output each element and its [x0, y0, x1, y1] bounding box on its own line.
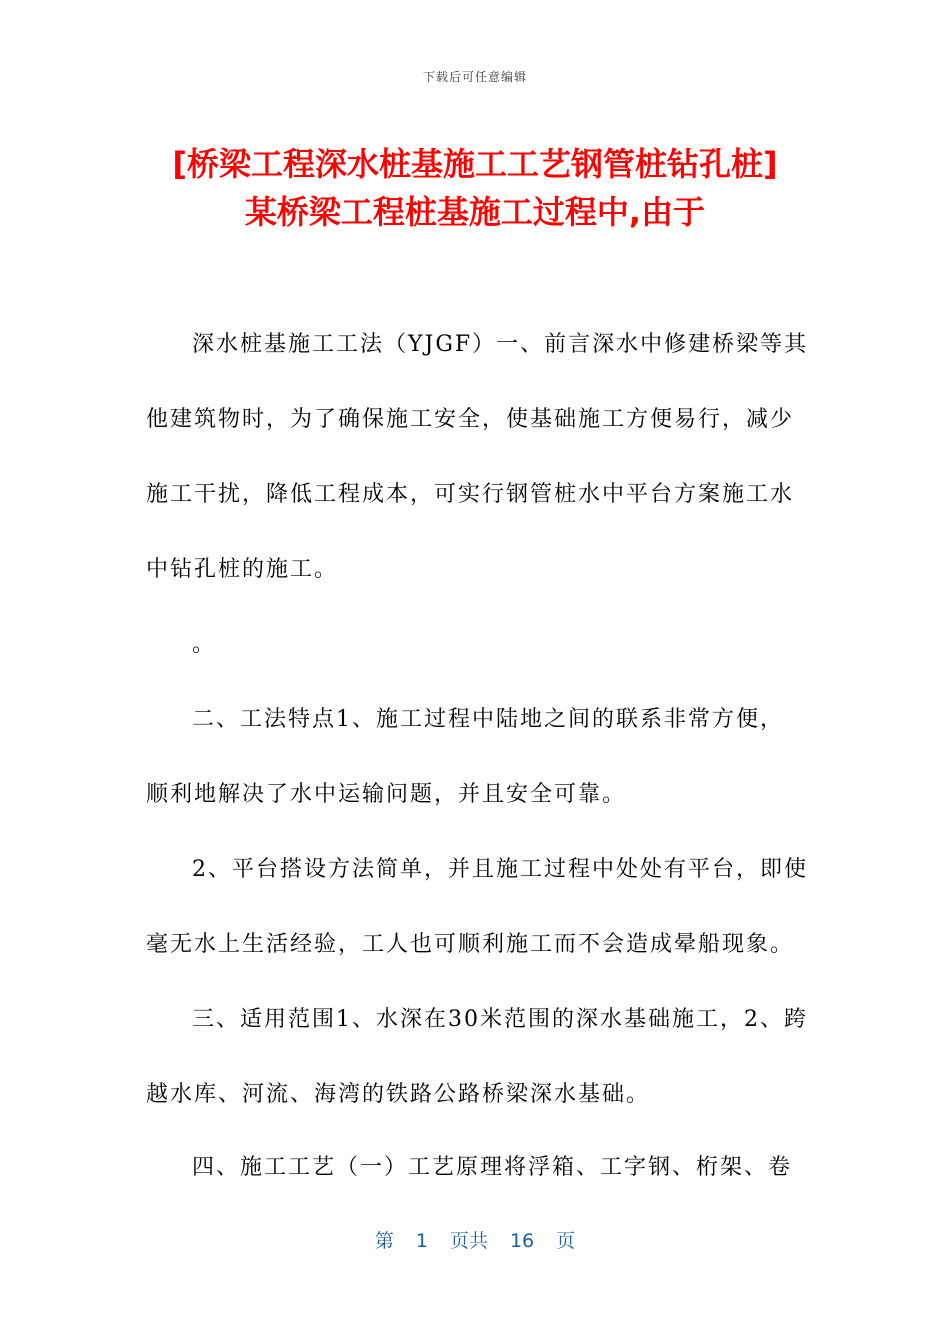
paragraph-preface	[146, 307, 812, 607]
paragraph-process	[146, 1130, 812, 1205]
footer-page-number: 1	[415, 1230, 428, 1252]
text-line: 中钻孔桩的施工。	[146, 557, 339, 582]
footer-total-pages: 16	[509, 1230, 535, 1252]
footer-middle: 页共	[449, 1230, 488, 1252]
text-line: 深水桩基施工工法（YJGF）一、前言深水中修建桥梁等其	[192, 332, 809, 357]
text-line: 他建筑物时，为了确保施工安全，使基础施工方便易行，减少	[146, 407, 795, 432]
text-line: 二、工法特点1、施工过程中陆地之间的联系非常方便，	[192, 707, 784, 732]
text-line: 。	[192, 632, 217, 657]
paragraph-scope	[146, 982, 812, 1132]
text-line: 2、平台搭设方法简单，并且施工过程中处处有平台，即使	[192, 857, 808, 882]
footer-prefix: 第	[374, 1230, 394, 1252]
paragraph-platform	[146, 832, 812, 982]
text-line: 施工干扰，降低工程成本，可实行钢管桩水中平台方案施工水	[146, 482, 795, 507]
header-note: 下载后可任意编辑	[422, 70, 527, 84]
text-line: 三、适用范围1、水深在30米范围的深水基础施工，2、跨	[192, 1007, 808, 1032]
page-footer	[0, 1226, 950, 1253]
paragraph-dot	[146, 607, 812, 682]
title-line-2: 某桥梁工程桩基施工过程中,由于	[244, 193, 706, 231]
text-line: 毫无水上生活经验，工人也可顺利施工而不会造成晕船现象。	[146, 932, 795, 957]
title-line-1: [桥梁工程深水桩基施工工艺钢管桩钻孔桩]	[172, 145, 778, 183]
text-line: 越水库、河流、海湾的铁路公路桥梁深水基础。	[146, 1082, 651, 1107]
document-title	[60, 140, 890, 236]
paragraph-features	[146, 682, 812, 832]
text-line: 四、施工工艺（一）工艺原理将浮箱、工字钢、桁架、卷	[192, 1155, 793, 1180]
footer-suffix: 页	[556, 1230, 576, 1252]
text-line: 顺利地解决了水中运输问题，并且安全可靠。	[146, 782, 627, 807]
